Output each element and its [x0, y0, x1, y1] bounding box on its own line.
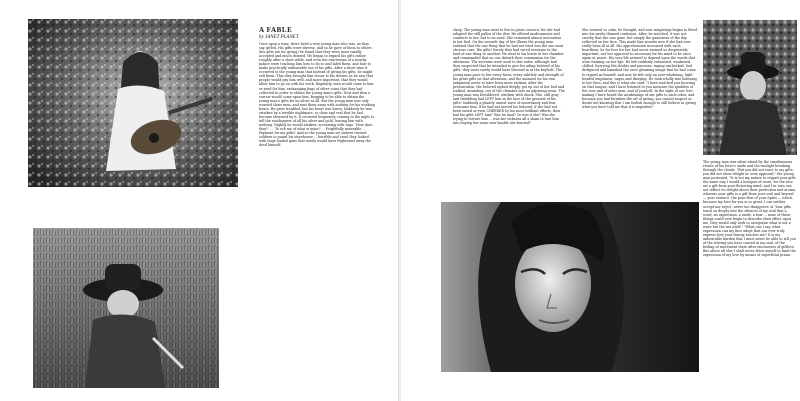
column-3-text: She seemed so calm, he thought, and now misgivings began to bleed into his newly thinned confusion. After, he watched, it was not cruelty that she was gone, but simply the gauntness of the day reflected on her face. This made him wonder now if she had ever really been ill at all. His apprehension increased with each heartbeat, he for love for her had never seemed so desperately important, nor her approval so necessary for his mind to be once again at peace. His very life seemed to depend upon the words that were forming on her lips. He left suddenly exhausted, weakened, chilled, hurrying His doubts and passions, raging unchecked. Sad disfigured and banished the once gleaming image that he had come to regard as himself, and now he felt only an over-whelming, light-headed emptiness, vague and dizzying. He took wholly into listening to her then, and this is what she said: "I have watched you focusing on that tongue, and I have listened to you measure the qualities of the rose and of other men, and of yourself. In the sight of our love-making I have heard the awakenings of our gifts to each other, and because you had forsaken the art of giving, you cannot inspect or desire me knowing that I am foolish enough to still believe in giving what you have told me that it is impudent." — [582, 28, 698, 109]
photo-woman-portrait-long-hair — [441, 202, 699, 372]
photo-woman-with-guitar-in-garden — [28, 19, 238, 187]
article-title: A FABLE — [259, 26, 293, 34]
text-column-3 — [582, 28, 698, 204]
right-page — [401, 0, 800, 401]
photo-man-with-hat-in-leaves — [703, 20, 797, 155]
column-4-text: The young man was silent afraid by the simultaneous return of his lover's smile and the sunlight breaking through the clouds. "But you did not react to my gifts, you did not show delight or even approval," the young man protested. "It is not my nature to regard your gifts the same way I would a bouquet of roses, for the rose art a gift from your flowering mind, and I in turn can not reflect its delight about their perfection and aroma, whereas your gifts is a gift from your soul and beyond — your essence, the pure flow of your Spirit — which, because my love for you is so great, I can neither accept nor reject, never too disapprove of. Your gifts touch so deeply into the silences of my soul that a word, an expression, a smile, a tear ... none of these things could ever begin to describe their effect upon me, they would only seek to categorize what is not a wave but the sea itself." "What can I say, what expression can my face adopt that can ever truly express how your beauty touches me? It is my unbearable burden that I must never be able to tell you of the stirring you have caused in my soul, of the feeling of movement there after encounters of giftlove. But above all else I shall never allow myself to limit the expression of my love by means of superficial praise. — [703, 160, 797, 258]
column-1-text: Once upon a time, there lived a very young man who was, as they say, gifted. His gifts were diverse, and so he gave of them to others (his gifts are for giving) he found that they were most readily accepted and much desired. He began to regard his gifts rather roughly after a short while, and even the courtesans of a nearby palace were teaching him how to do so and label them, and how to make practically unbearable use of his gifts. After a short time it occurred to the young man that instead of giving his gifts, he might sell them. This idea brought him closer to his desires as he saw that people would pay him well, and more important, that they would allow him to go on with his work. Regularly, men would come to him or send for him, exchanging bags of silver coins that they had collected in order to obtain the young man's gifts. Now and then a sorrow would come upon him, begging to be able to obtain the young man's gifts for no silver at all. But the young man was only worried those men, and sent them away with nothing for his working hours. He grew troubled, but his heart was heavy. Suddenly he was stricken by a terrible nightmare, so clear and real that he had become obsessed by it. It recurred frequently, coming in the night to tell the soothsayers of all his silver and gold, leaving him with nothing. Nightly he would awaken, screaming with rage. 'How dare they?' ... 'To rob me of what is mine!' ... Frightfully miserable ... Payment for my gifts!' And so the young man set sixteen trusted soldiers to guard his storehouse ... horrible and cruel they looked with huge loaded guns that surely would have frightened away the devil himself. — [259, 42, 375, 148]
column-2-text: sleep. The young man went to live in great concern, for she had adopted the still pallor of the dew. He offered medicaments and comforts to her, but to no avail. She remained almost motionless in her bed. On the seventh day of her illness the young man realized that the one thing that he had not tried was the one most obvious cure. His gifts! Surely they had cured everyone in the land of one thing or another. He went to his house in her chamber and commanded that no one disturb their communion for the afternoon. The servants were used to this order, although had they suspected that he intended to give his ailing beloved of his gifts, they most surely would have listened in at the keyhole. The young man gave to her every favor, every subtlety and strength of his great gifts on that afternoon, and the moment (in his own judgment) never to have been more radiant. After the presentation, the beloved sighed deeply, got up out of her bed and walked, unsmiling, out of the chamber into an adjoining room. The young man was bewildered, stricken with shock. She, still gray and trembling had LEFT him in the face of the greatest of his gifts! Suddenly a ghastly unreal wave of uncertainty and fear overcame him. If he had not moved his beloved, if she had not been eased or even CHEERED by his most brilliant efforts, then had his gifts LEFT him? Was he mad? Or was it she? Was she trying to torture him ... was her sickness all a sham to lure him into buying her some new bauble she fancied? — [453, 28, 565, 126]
text-column-1 — [259, 42, 375, 392]
left-page — [0, 0, 399, 401]
photo-man-in-hat-on-grass — [33, 228, 219, 388]
article-byline: by JANET PLANET — [259, 35, 299, 40]
text-column-4 — [703, 160, 797, 392]
article-title-block — [259, 26, 299, 40]
text-column-2 — [453, 28, 565, 194]
